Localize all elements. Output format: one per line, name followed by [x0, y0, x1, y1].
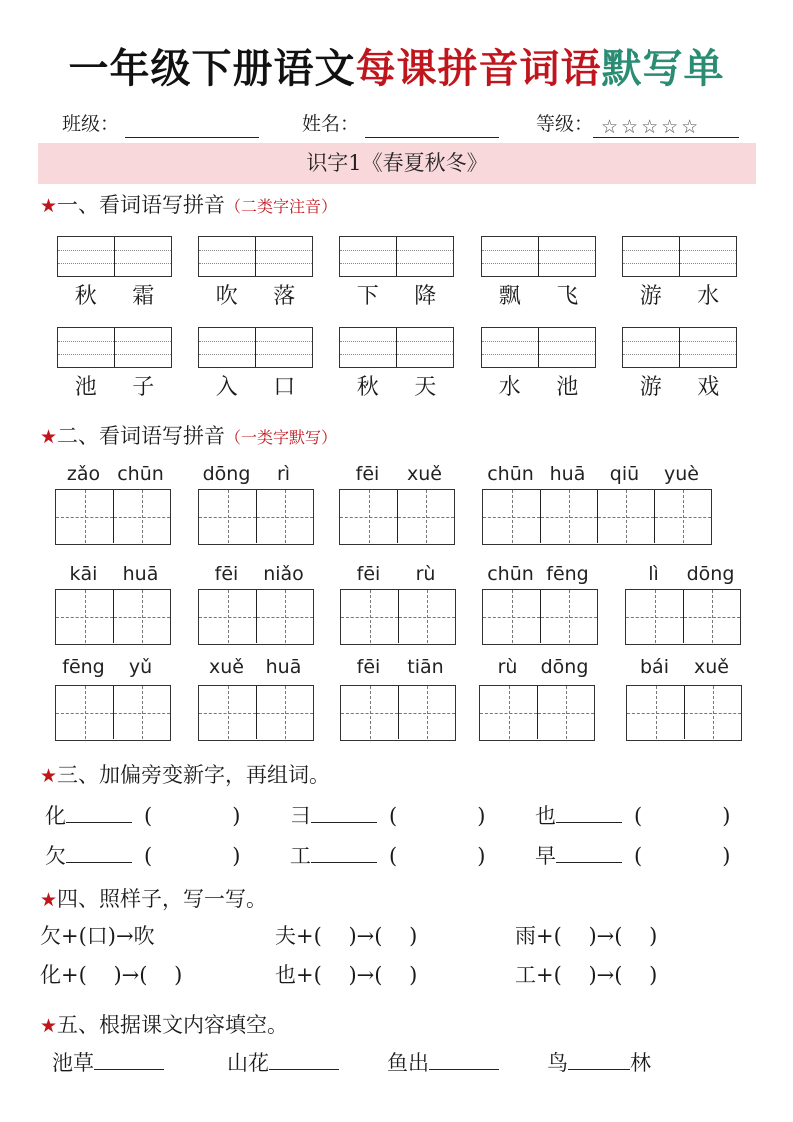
star-icon: ★ [40, 195, 58, 217]
pinyin-prompt [339, 461, 453, 487]
student-info-row [0, 108, 793, 138]
pinyin-syllable: qiū [609, 463, 640, 485]
pinyin-syllable: yuè [664, 463, 699, 485]
hanzi-write-cell[interactable] [341, 686, 398, 739]
hanzi-write-cell[interactable] [627, 686, 684, 739]
hanzi-write-cell[interactable] [199, 686, 256, 739]
pinyin-syllable: fēi [356, 656, 381, 678]
new-character-blank[interactable] [556, 801, 622, 823]
name-input-line[interactable] [365, 116, 499, 138]
answer-blank[interactable] [94, 1048, 164, 1070]
hanzi-write-cell[interactable] [540, 590, 597, 643]
tianzige-writing-box[interactable] [482, 489, 712, 545]
fill-blank-item [227, 1048, 339, 1078]
section1-note: （二类字注音） [225, 197, 338, 216]
hanzi-write-cell[interactable] [683, 590, 740, 643]
name-label: 姓名： [302, 113, 360, 135]
pinyin-prompt [198, 654, 312, 680]
pinyin-syllable: rì [276, 463, 291, 485]
compose-exercise-row [40, 960, 745, 992]
pinyin-write-cell[interactable] [396, 237, 453, 276]
pinyin-write-cell[interactable] [623, 328, 679, 367]
pinyin-syllable: xuě [694, 656, 729, 678]
new-character-blank[interactable] [66, 841, 132, 863]
section2-title: 二、看词语写拼音 [57, 424, 226, 448]
star-icon: ★ [40, 1015, 58, 1037]
close-paren: ) [232, 844, 241, 868]
hanzi-write-cell[interactable] [684, 686, 741, 739]
compose-item[interactable]: 雨+( )→( ) [515, 924, 658, 948]
close-paren: ) [722, 844, 731, 868]
pinyin-syllable: huā [265, 656, 302, 678]
class-label: 班级： [62, 113, 120, 135]
pinyin-syllable: huā [549, 463, 586, 485]
name-field[interactable] [302, 108, 499, 138]
pinyin-prompt [55, 654, 169, 680]
hanzi-write-cell[interactable] [483, 490, 540, 543]
prompt-text: 鸟 [547, 1051, 568, 1075]
base-character: 彐 [290, 804, 311, 828]
pinyin-prompt [479, 654, 593, 680]
hanzi-write-cell[interactable] [483, 590, 540, 643]
radical-exercise-row [45, 841, 745, 873]
hanzi-write-cell[interactable] [56, 490, 113, 543]
pinyin-write-cell[interactable] [199, 328, 255, 367]
star-icon: ★ [40, 426, 58, 448]
tianzige-writing-box[interactable] [198, 589, 314, 645]
four-line-writing-box[interactable] [481, 327, 596, 368]
hanzi-write-cell[interactable] [199, 590, 256, 643]
word-characters [481, 284, 596, 310]
hanzi-write-cell[interactable] [537, 686, 594, 739]
pinyin-syllable: xuě [407, 463, 442, 485]
tianzige-writing-box[interactable] [55, 489, 171, 545]
hanzi-char: 秋 [74, 284, 97, 309]
word-characters [57, 375, 172, 401]
pinyin-prompt [340, 654, 454, 680]
pinyin-syllable: huā [122, 563, 159, 585]
star-icon: ★ [40, 765, 58, 787]
section3-title: 三、加偏旁变新字，再组词。 [57, 763, 331, 787]
pinyin-write-cell[interactable] [482, 328, 538, 367]
section5-heading [40, 1010, 288, 1041]
hanzi-write-cell[interactable] [397, 490, 454, 543]
pinyin-syllable: fēi [355, 463, 380, 485]
tianzige-writing-box[interactable] [625, 589, 741, 645]
base-character: 早 [535, 844, 556, 868]
radical-item [290, 801, 485, 831]
pinyin-syllable: fēng [546, 563, 589, 585]
hanzi-char: 霜 [132, 284, 155, 309]
pinyin-syllable: zǎo [66, 463, 101, 485]
hanzi-char: 口 [273, 375, 296, 400]
pinyin-prompt [198, 561, 312, 587]
close-paren: ) [477, 844, 486, 868]
tianzige-writing-box[interactable] [479, 685, 595, 741]
pinyin-write-cell[interactable] [199, 237, 255, 276]
fill-blank-item [547, 1048, 651, 1078]
pinyin-syllable: niǎo [263, 563, 304, 585]
four-line-writing-box[interactable] [622, 236, 737, 277]
pinyin-syllable: tiān [407, 656, 444, 678]
hanzi-write-cell[interactable] [113, 686, 170, 739]
radical-item [535, 841, 730, 871]
pinyin-write-cell[interactable] [679, 237, 736, 276]
fill-blank-row [52, 1048, 752, 1080]
grade-stars-rating[interactable]: ☆☆☆☆☆ [593, 116, 739, 138]
open-paren: ( [389, 804, 398, 828]
radical-item [45, 841, 240, 871]
prompt-text: 山花 [227, 1051, 269, 1075]
pinyin-write-cell[interactable] [58, 237, 114, 276]
pinyin-prompt [55, 561, 169, 587]
pinyin-prompt [482, 561, 596, 587]
tianzige-writing-box[interactable] [340, 589, 456, 645]
word-characters [339, 284, 454, 310]
pinyin-write-cell[interactable] [114, 328, 171, 367]
pinyin-syllable: chūn [117, 463, 164, 485]
hanzi-write-cell[interactable] [480, 686, 537, 739]
section5-title: 五、根据课文内容填空。 [57, 1013, 289, 1037]
word-characters [198, 284, 313, 310]
hanzi-write-cell[interactable] [256, 490, 313, 543]
compose-exercise-row [40, 921, 745, 953]
pinyin-write-cell[interactable] [340, 328, 396, 367]
pinyin-syllable: kāi [69, 563, 98, 585]
pinyin-syllable: chūn [487, 463, 534, 485]
four-line-writing-box[interactable] [622, 327, 737, 368]
radical-item [290, 841, 485, 871]
pinyin-prompt [626, 654, 740, 680]
grade-label: 等级： [536, 113, 594, 135]
radical-exercise-row [45, 801, 745, 833]
hanzi-char: 子 [132, 375, 155, 400]
title-part-pinyin-words: 每课拼音词语 [355, 45, 602, 92]
pinyin-prompt [482, 461, 710, 487]
prompt-text: 池草 [52, 1051, 94, 1075]
hanzi-char: 游 [639, 284, 662, 309]
hanzi-write-cell[interactable] [654, 490, 711, 543]
pinyin-prompt [55, 461, 169, 487]
hanzi-write-cell[interactable] [540, 490, 597, 543]
new-character-blank[interactable] [66, 801, 132, 823]
hanzi-char: 戏 [697, 375, 720, 400]
hanzi-write-cell[interactable] [626, 590, 683, 643]
pinyin-syllable: rù [497, 656, 518, 678]
hanzi-char: 入 [215, 375, 238, 400]
pinyin-syllable: fēi [214, 563, 239, 585]
section4-title: 四、照样子，写一写。 [57, 887, 268, 911]
pinyin-write-cell[interactable] [538, 328, 595, 367]
lesson-title-bar: 识字1《春夏秋冬》 [38, 143, 756, 184]
section1-heading [40, 190, 337, 222]
pinyin-write-cell[interactable] [623, 237, 679, 276]
answer-blank[interactable] [269, 1048, 339, 1070]
hanzi-char: 秋 [356, 375, 379, 400]
four-line-writing-box[interactable] [339, 236, 454, 277]
close-paren: ) [232, 804, 241, 828]
hanzi-char: 水 [697, 284, 720, 309]
compose-item[interactable]: 也+( )→( ) [275, 963, 418, 987]
section2-note: （一类字默写） [225, 428, 338, 447]
tianzige-writing-box[interactable] [626, 685, 742, 741]
hanzi-char: 飘 [498, 284, 521, 309]
pinyin-write-cell[interactable] [255, 328, 312, 367]
hanzi-write-cell[interactable] [597, 490, 654, 543]
tianzige-writing-box[interactable] [55, 589, 171, 645]
tianzige-writing-box[interactable] [339, 489, 455, 545]
pinyin-syllable: fēng [62, 656, 105, 678]
close-paren: ) [722, 804, 731, 828]
pinyin-syllable: dōng [540, 656, 589, 678]
pinyin-syllable: chūn [487, 563, 534, 585]
class-input-line[interactable] [125, 116, 259, 138]
title-part-grade: 一年级下册语文 [68, 45, 356, 92]
base-character: 欠 [45, 844, 66, 868]
section2-heading [40, 421, 337, 453]
pinyin-syllable: dōng [686, 563, 735, 585]
suffix-text: 林 [630, 1051, 651, 1075]
hanzi-write-cell[interactable] [56, 686, 113, 739]
open-paren: ( [634, 844, 643, 868]
base-character: 也 [535, 804, 556, 828]
compose-item[interactable]: 化+( )→( ) [40, 963, 183, 987]
base-character: 工 [290, 844, 311, 868]
answer-blank[interactable] [568, 1048, 630, 1070]
tianzige-writing-box[interactable] [482, 589, 598, 645]
example-item: 欠+(口)→吹 [40, 924, 155, 948]
pinyin-syllable: rù [415, 563, 436, 585]
tianzige-writing-box[interactable] [198, 489, 314, 545]
word-characters [198, 375, 313, 401]
hanzi-char: 吹 [215, 284, 238, 309]
title-part-dictation: 默写单 [601, 45, 725, 92]
pinyin-write-cell[interactable] [114, 237, 171, 276]
compose-item[interactable]: 工+( )→( ) [515, 963, 658, 987]
new-character-blank[interactable] [556, 841, 622, 863]
pinyin-prompt [625, 561, 739, 587]
four-line-writing-box[interactable] [339, 327, 454, 368]
pinyin-syllable: yǔ [128, 656, 153, 678]
pinyin-write-cell[interactable] [340, 237, 396, 276]
radical-item [45, 801, 240, 831]
hanzi-write-cell[interactable] [113, 590, 170, 643]
section4-heading [40, 884, 267, 915]
open-paren: ( [144, 844, 153, 868]
answer-blank[interactable] [429, 1048, 499, 1070]
four-line-writing-box[interactable] [481, 236, 596, 277]
star-icon: ★ [40, 889, 58, 911]
word-characters [339, 375, 454, 401]
word-characters [622, 284, 737, 310]
pinyin-syllable: dōng [202, 463, 251, 485]
pinyin-syllable: fēi [356, 563, 381, 585]
pinyin-write-cell[interactable] [679, 328, 736, 367]
word-characters [57, 284, 172, 310]
pinyin-write-cell[interactable] [538, 237, 595, 276]
hanzi-char: 落 [273, 284, 296, 309]
hanzi-write-cell[interactable] [113, 490, 170, 543]
pinyin-write-cell[interactable] [255, 237, 312, 276]
hanzi-char: 游 [639, 375, 662, 400]
pinyin-prompt [198, 461, 312, 487]
hanzi-char: 池 [74, 375, 97, 400]
pinyin-syllable: lì [648, 563, 659, 585]
worksheet-title [0, 44, 793, 94]
prompt-text: 鱼出 [387, 1051, 429, 1075]
four-line-writing-box[interactable] [198, 327, 313, 368]
open-paren: ( [634, 804, 643, 828]
hanzi-write-cell[interactable] [256, 686, 313, 739]
tianzige-writing-box[interactable] [198, 685, 314, 741]
tianzige-writing-box[interactable] [340, 685, 456, 741]
word-characters [481, 375, 596, 401]
grade-field[interactable] [536, 108, 739, 138]
tianzige-writing-box[interactable] [55, 685, 171, 741]
fill-blank-item [52, 1048, 164, 1078]
four-line-writing-box[interactable] [57, 327, 172, 368]
hanzi-char: 飞 [556, 284, 579, 309]
pinyin-write-cell[interactable] [58, 328, 114, 367]
hanzi-write-cell[interactable] [340, 490, 397, 543]
new-character-blank[interactable] [311, 801, 377, 823]
base-character: 化 [45, 804, 66, 828]
hanzi-write-cell[interactable] [398, 686, 455, 739]
open-paren: ( [144, 804, 153, 828]
hanzi-write-cell[interactable] [398, 590, 455, 643]
pinyin-prompt [340, 561, 454, 587]
open-paren: ( [389, 844, 398, 868]
hanzi-write-cell[interactable] [56, 590, 113, 643]
hanzi-write-cell[interactable] [256, 590, 313, 643]
hanzi-char: 池 [556, 375, 579, 400]
hanzi-char: 下 [356, 284, 379, 309]
pinyin-write-cell[interactable] [482, 237, 538, 276]
hanzi-char: 降 [414, 284, 437, 309]
class-field[interactable] [62, 108, 259, 138]
fill-blank-item [387, 1048, 499, 1078]
radical-item [535, 801, 730, 831]
section3-heading [40, 760, 330, 791]
hanzi-char: 天 [414, 375, 437, 400]
pinyin-syllable: xuě [209, 656, 244, 678]
four-line-writing-box[interactable] [57, 236, 172, 277]
hanzi-char: 水 [498, 375, 521, 400]
new-character-blank[interactable] [311, 841, 377, 863]
word-characters [622, 375, 737, 401]
pinyin-syllable: bái [640, 656, 669, 678]
pinyin-write-cell[interactable] [396, 328, 453, 367]
hanzi-write-cell[interactable] [341, 590, 398, 643]
close-paren: ) [477, 804, 486, 828]
four-line-writing-box[interactable] [198, 236, 313, 277]
section1-title: 一、看词语写拼音 [57, 193, 226, 217]
hanzi-write-cell[interactable] [199, 490, 256, 543]
compose-item[interactable]: 夫+( )→( ) [275, 924, 418, 948]
